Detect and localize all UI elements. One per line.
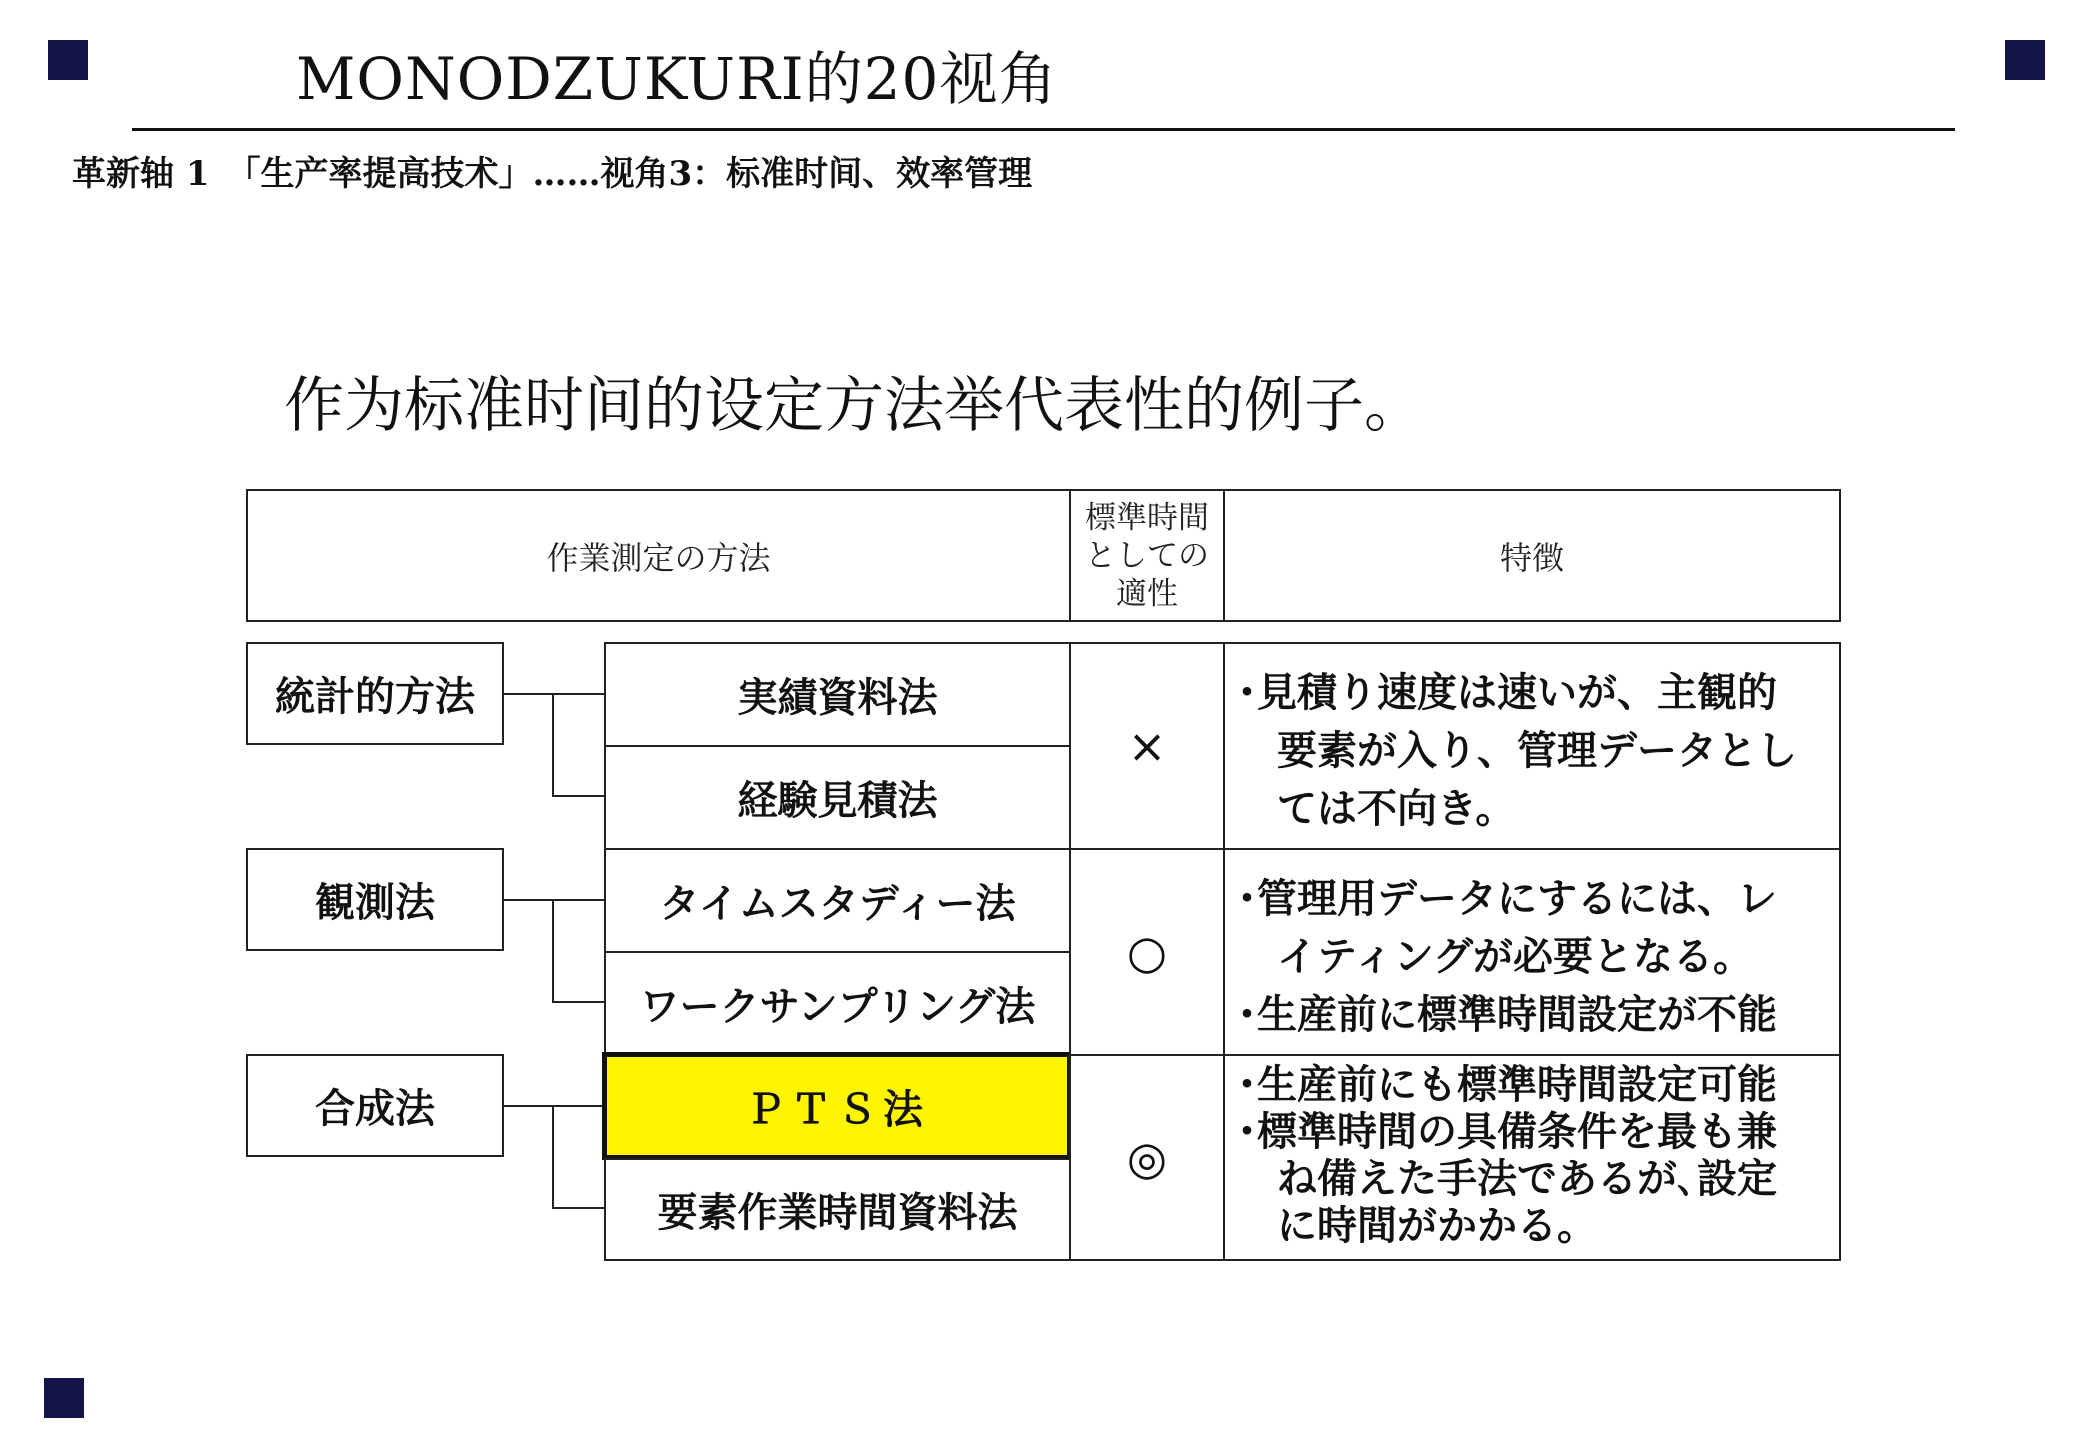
rating-cell: × <box>1069 642 1225 850</box>
category-observation: 観測法 <box>246 848 504 951</box>
corner-square-top-right <box>2005 40 2045 80</box>
method-cell: ワークサンプリング法 <box>604 951 1071 1056</box>
features-cell <box>1223 848 1841 1056</box>
method-cell-highlighted: ＰＴＳ法 <box>602 1052 1072 1160</box>
suitability-line: としての <box>1085 537 1209 574</box>
feature-line: に時間がかかる。 <box>1237 1203 1597 1249</box>
rating-cell: ◎ <box>1069 1054 1225 1261</box>
feature-line: ･見積り速度は速いが、主観的 <box>1237 670 1777 716</box>
features-cell <box>1223 642 1841 850</box>
connector-line <box>504 693 606 695</box>
title-divider <box>132 128 1955 131</box>
header-features-column: 特徴 <box>1223 489 1841 622</box>
corner-square-bottom-left <box>44 1378 84 1418</box>
connector-line <box>552 1207 606 1209</box>
connector-line <box>552 899 554 1003</box>
rating-cell: ○ <box>1069 848 1225 1056</box>
corner-square-top-left <box>48 40 88 80</box>
suitability-line: 適性 <box>1116 575 1178 612</box>
method-cell: タイムスタディー法 <box>604 848 1071 953</box>
feature-line: イティングが必要となる。 <box>1237 934 1753 980</box>
category-synthesis: 合成法 <box>246 1054 504 1157</box>
feature-line: ては不向き。 <box>1237 786 1516 832</box>
suitability-line: 標準時間 <box>1085 499 1209 536</box>
connector-line <box>552 1001 606 1003</box>
method-cell: 実績資料法 <box>604 642 1071 747</box>
connector-line <box>504 899 606 901</box>
features-cell <box>1223 1054 1841 1261</box>
page-title: MONODZUKURI的20视角 <box>296 45 1058 113</box>
feature-line: ね備えた手法であるが､設定 <box>1237 1156 1777 1202</box>
main-heading: 作为标准时间的设定方法举代表性的例子。 <box>284 371 1424 441</box>
feature-line: ･標準時間の具備条件を最も兼 <box>1237 1109 1777 1155</box>
connector-line <box>552 1105 554 1209</box>
feature-line: 要素が入り、管理データとし <box>1237 728 1797 774</box>
feature-line: ･生産前に標準時間設定が不能 <box>1237 992 1777 1038</box>
header-method-column: 作業測定の方法 <box>246 489 1071 622</box>
feature-line: ･管理用データにするには、レ <box>1237 876 1777 922</box>
feature-line: ･生産前にも標準時間設定可能 <box>1237 1062 1777 1108</box>
method-cell: 経験見積法 <box>604 745 1071 850</box>
header-suitability-column <box>1069 489 1225 622</box>
connector-line <box>552 693 554 797</box>
method-cell: 要素作業時間資料法 <box>604 1158 1071 1261</box>
connector-line <box>552 795 606 797</box>
category-statistical: 統計的方法 <box>246 642 504 745</box>
section-subtitle: 革新轴 1 「生产率提高技术」……视角3：标准时间、效率管理 <box>72 154 1033 194</box>
connector-line <box>504 1105 606 1107</box>
